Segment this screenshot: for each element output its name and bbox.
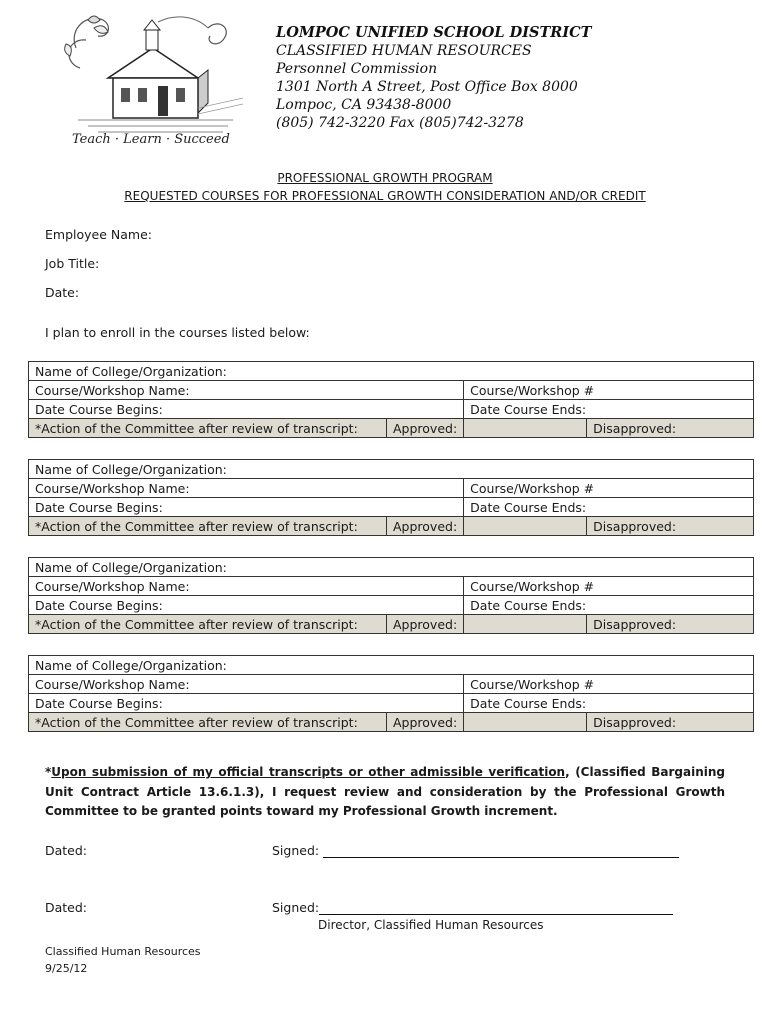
street-address: 1301 North A Street, Post Office Box 8000 [276, 79, 578, 95]
date-label[interactable]: Date: [45, 285, 80, 300]
employee-name-label[interactable]: Employee Name: [45, 227, 152, 242]
course-name-field[interactable]: Course/Workshop Name: [29, 675, 464, 694]
footer-dept: Classified Human Resources [45, 945, 201, 958]
date-ends-field[interactable]: Date Course Ends: [464, 694, 754, 713]
date-begins-field[interactable]: Date Course Begins: [29, 694, 464, 713]
course-number-field[interactable]: Course/Workshop # [464, 675, 754, 694]
approved-field[interactable]: Approved: [387, 419, 464, 438]
signature-row-1 [272, 843, 679, 858]
disapproved-field[interactable]: Disapproved: [587, 713, 754, 732]
course-name-field[interactable]: Course/Workshop Name: [29, 479, 464, 498]
approved-field[interactable]: Approved: [387, 713, 464, 732]
program-title: PROFESSIONAL GROWTH PROGRAM [277, 171, 493, 185]
college-field[interactable]: Name of College/Organization: [29, 362, 754, 381]
committee-action-label: *Action of the Committee after review of transcript: [29, 713, 387, 732]
dated-label-2[interactable]: Dated: [45, 900, 88, 915]
committee-action-label: *Action of the Committee after review of transcript: [29, 419, 387, 438]
committee-action-label: *Action of the Committee after review of transcript: [29, 615, 387, 634]
signed-label-1: Signed: [272, 843, 320, 858]
city-address: Lompoc, CA 93438-8000 [276, 97, 452, 113]
note-star: * [45, 765, 52, 779]
date-begins-field[interactable]: Date Course Begins: [29, 498, 464, 517]
transcript-note [45, 763, 725, 822]
date-begins-field[interactable]: Date Course Begins: [29, 596, 464, 615]
job-title-label[interactable]: Job Title: [45, 256, 100, 271]
course-name-field[interactable]: Course/Workshop Name: [29, 577, 464, 596]
college-field[interactable]: Name of College/Organization: [29, 460, 754, 479]
footer-date: 9/25/12 [45, 962, 88, 975]
footer [45, 943, 201, 977]
date-begins-field[interactable]: Date Course Begins: [29, 400, 464, 419]
logo-motto: Teach · Learn · Succeed [72, 132, 230, 147]
phone-fax: (805) 742-3220 Fax (805)742-3278 [276, 115, 524, 131]
approved-field[interactable]: Approved: [387, 615, 464, 634]
course-block-2 [28, 459, 754, 536]
signature-line-2[interactable] [319, 900, 673, 915]
commission-name: Personnel Commission [276, 61, 438, 77]
committee-action-label: *Action of the Committee after review of transcript: [29, 517, 387, 536]
course-block-4 [28, 655, 754, 732]
college-field[interactable]: Name of College/Organization: [29, 656, 754, 675]
note-rest: , (Classified Bargaining Unit Contract Article 13.6.1.3), I request review and consideration by the Professional Growth Committee to be granted points toward my Professional Growth increment. [45, 765, 725, 818]
disapproved-field[interactable]: Disapproved: [587, 615, 754, 634]
course-block-1 [28, 361, 754, 438]
signature-row-2 [272, 900, 673, 915]
disapproved-field[interactable]: Disapproved: [587, 517, 754, 536]
disapproved-field[interactable]: Disapproved: [587, 419, 754, 438]
course-number-field[interactable]: Course/Workshop # [464, 381, 754, 400]
date-ends-field[interactable]: Date Course Ends: [464, 400, 754, 419]
intro-text: I plan to enroll in the courses listed below: [45, 325, 310, 340]
approved-field[interactable]: Approved: [387, 517, 464, 536]
department-name: CLASSIFIED HUMAN RESOURCES [276, 43, 532, 59]
dated-label-1[interactable]: Dated: [45, 843, 88, 858]
date-ends-field[interactable]: Date Course Ends: [464, 498, 754, 517]
district-name: LOMPOC UNIFIED SCHOOL DISTRICT [276, 24, 592, 41]
course-name-field[interactable]: Course/Workshop Name: [29, 381, 464, 400]
date-ends-field[interactable]: Date Course Ends: [464, 596, 754, 615]
director-title: Director, Classified Human Resources [318, 918, 544, 932]
college-field[interactable]: Name of College/Organization: [29, 558, 754, 577]
signed-label-2: Signed: [272, 900, 320, 915]
course-number-field[interactable]: Course/Workshop # [464, 479, 754, 498]
course-block-3 [28, 557, 754, 634]
note-underlined: Upon submission of my official transcripts or other admissible verification [51, 765, 566, 779]
district-logo [58, 8, 248, 158]
district-header [276, 24, 591, 132]
form-title: REQUESTED COURSES FOR PROFESSIONAL GROWTH CONSIDERATION AND/OR CREDIT [124, 189, 646, 203]
signature-line-1[interactable] [323, 843, 679, 858]
course-number-field[interactable]: Course/Workshop # [464, 577, 754, 596]
